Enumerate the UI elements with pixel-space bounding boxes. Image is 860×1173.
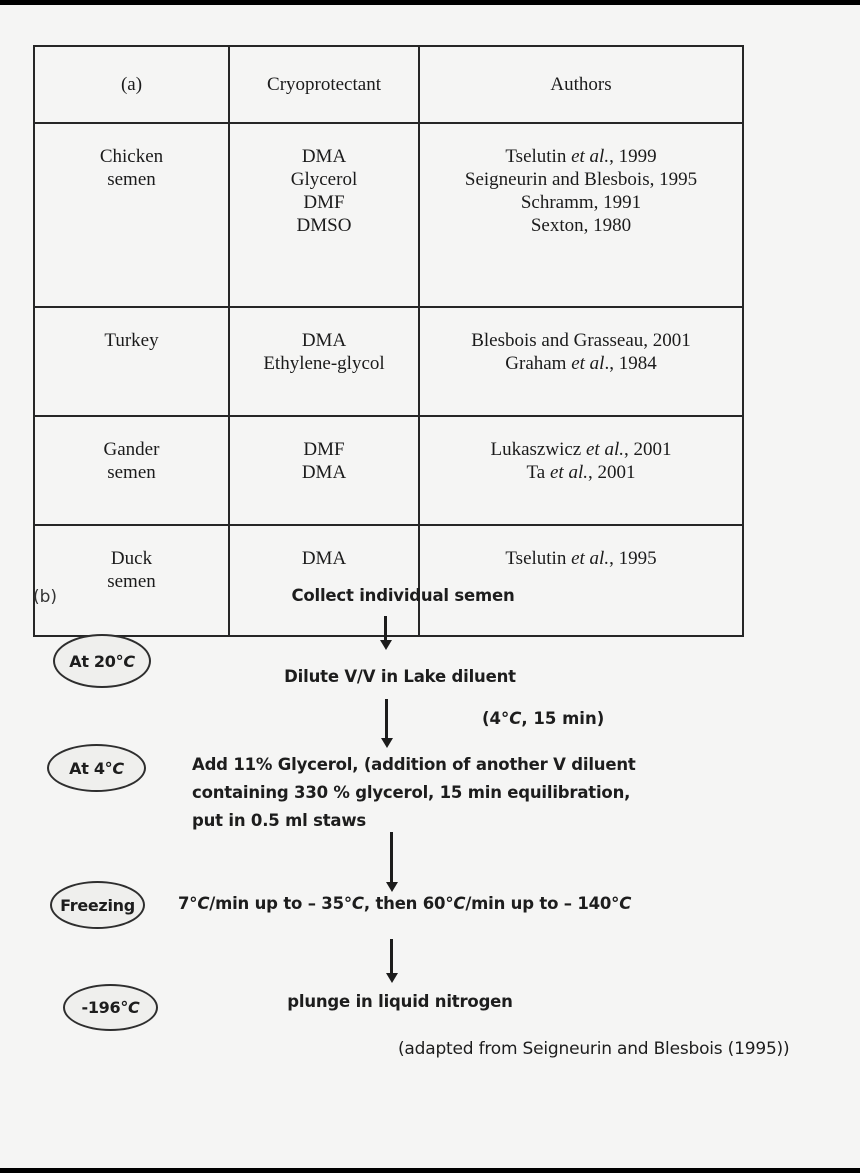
temperature-bubble-4c: At 4° C [47,744,146,792]
temperature-bubble-minus196c: -196° C [63,984,158,1031]
cryoprotectant-line: DMF [303,439,345,460]
step-add-glycerol [192,751,672,835]
step-freezing-rates: 7°C/min up to – 35°C, then 60°C/min up to – 140°C [178,894,632,913]
source-credit: (adapted from Seigneurin and Blesbois (1995)) [398,1039,790,1059]
species-line: Duck [110,548,153,569]
panel-a-label: (a) [34,46,229,123]
species-line: semen [107,571,156,592]
step-add-glycerol-line: put in 0.5 ml staws [192,811,367,830]
author-line: Lukaszwicz et al., 2001 [490,439,672,460]
species-line: Turkey [104,330,159,351]
author-line: Tselutin et al., 1999 [505,146,657,167]
arrow-down-icon [390,832,393,883]
cryoprotectant-line: DMF [303,192,345,213]
step-add-glycerol-line: Add 11% Glycerol, (addition of another V diluent [192,755,636,774]
author-line: Tselutin et al., 1995 [505,548,657,569]
arrow-down-icon [390,939,393,974]
cryoprotectant-line: Ethylene-glycol [263,353,385,374]
author-line: Schramm, 1991 [520,192,642,213]
author-line: Sexton, 1980 [530,215,632,236]
author-line: Graham et al., 1984 [505,353,657,374]
species-line: semen [107,169,156,190]
arrow-down-icon [384,616,387,641]
freezing-bubble: Freezing [50,881,145,929]
species-line: Gander [103,439,160,460]
step-plunge-nitrogen: plunge in liquid nitrogen [287,992,513,1011]
species-line: Chicken [99,146,164,167]
condition-note: (4°C, 15 min) [482,709,605,728]
cryoprotectant-line: DMSO [296,215,352,236]
arrow-down-icon [385,699,388,739]
author-line: Ta et al., 2001 [526,462,636,483]
panel-b-label: (b) [33,587,58,607]
author-line: Seigneurin and Blesbois, 1995 [464,169,698,190]
step-add-glycerol-line: containing 330 % glycerol, 15 min equilibration, [192,783,631,802]
species-line: semen [107,462,156,483]
author-line: Blesbois and Grasseau, 2001 [471,330,691,351]
cryoprotectant-line: Glycerol [290,169,358,190]
temperature-bubble-20c: At 20° C [53,634,151,688]
header-authors: Authors [419,46,743,123]
step-dilute: Dilute V/V in Lake diluent [284,667,516,686]
cryoprotectant-line: DMA [301,548,347,569]
header-cryoprotectant: Cryoprotectant [229,46,419,123]
cryoprotectant-line: DMA [301,462,347,483]
step-collect-semen: Collect individual semen [291,586,515,605]
cryoprotectant-line: DMA [301,330,347,351]
cryoprotectant-line: DMA [301,146,347,167]
